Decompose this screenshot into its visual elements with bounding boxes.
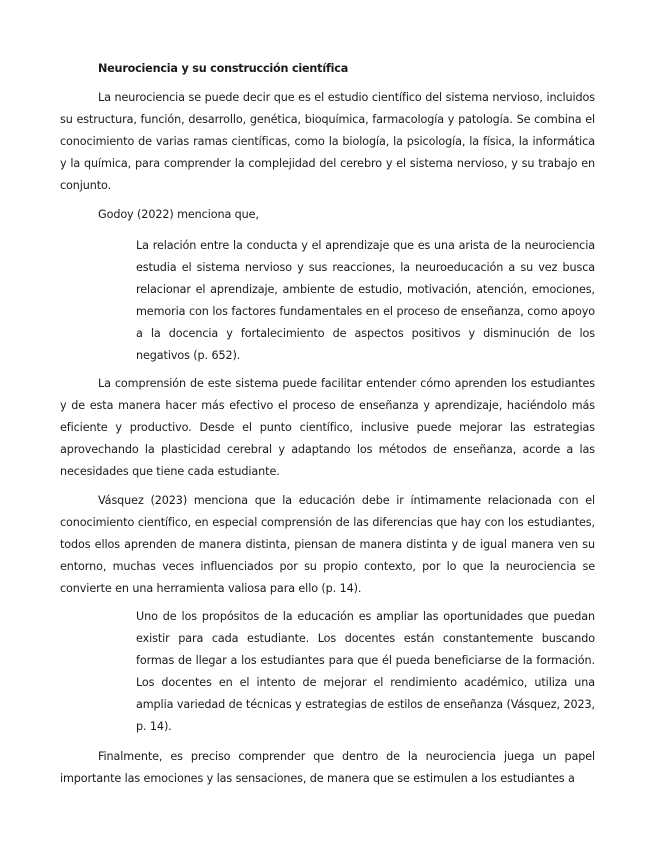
block-quote-godoy: La relación entre la conducta y el aprendizaje que es una arista de la neurociencia estudia el sistema nervioso y sus reacciones, la neuroeducación a su vez busca relacionar el aprendizaje, ambiente de estudio, motivación, atención, emociones, memoria con los factores fundamentales en el proceso de enseñanza, como apoyo a la docencia y fortalecimiento de aspectos positivos y disminución de los negativos (p. 652). [136, 239, 595, 362]
quote-intro-godoy: Godoy (2022) menciona que, [98, 208, 259, 221]
paragraph-system-comprehension: La comprensión de este sistema puede facilitar entender cómo aprenden los estudiantes y de esta manera hacer más efectivo el proceso de enseñanza y aprendizaje, haciéndolo más eficiente y productivo. Desde el punto científico, inclusive puede mejorar las estrategias aprovechando la plasticidad cerebral y adaptando los métodos de enseñanza, acorde a las necesidades que tiene cada estudiante. [60, 377, 595, 478]
paragraph-neuroscience-definition: La neurociencia se puede decir que es el estudio científico del sistema nervioso, incluidos su estructura, función, desarrollo, genética, bioquímica, farmacología y patología. Se combina el conocimiento de varias ramas científicas, como la biología, la psicología, la física, la informática y la química, para comprender la complejidad del cerebro y el sistema nervioso, y su trabajo en conjunto. [60, 91, 595, 192]
block-quote-vasquez: Uno de los propósitos de la educación es ampliar las oportunidades que puedan existir para cada estudiante. Los docentes están constantemente buscando formas de llegar a los estudiantes para que él pueda beneficiarse de la formación. Los docentes en el intento de mejorar el rendimiento académico, utiliza una amplia variedad de técnicas y estrategias de estilos de enseñanza (Vásquez, 2023, p. 14). [136, 610, 595, 733]
section-heading: Neurociencia y su construcción científica [98, 62, 349, 75]
paragraph-conclusion: Finalmente, es preciso comprender que dentro de la neurociencia juega un papel importante las emociones y las sensaciones, de manera que se estimulen a los estudiantes a [60, 750, 595, 785]
paragraph-vasquez: Vásquez (2023) menciona que la educación debe ir íntimamente relacionada con el conocimiento científico, en especial comprensión de las diferencias que hay con los estudiantes, todos ellos aprenden de manera distinta, piensan de manera distinta y de igual manera ven su entorno, muchas veces influenciados por su propio contexto, por lo que la neurociencia se convierte en una herramienta valiosa para ello (p. 14). [60, 494, 595, 595]
